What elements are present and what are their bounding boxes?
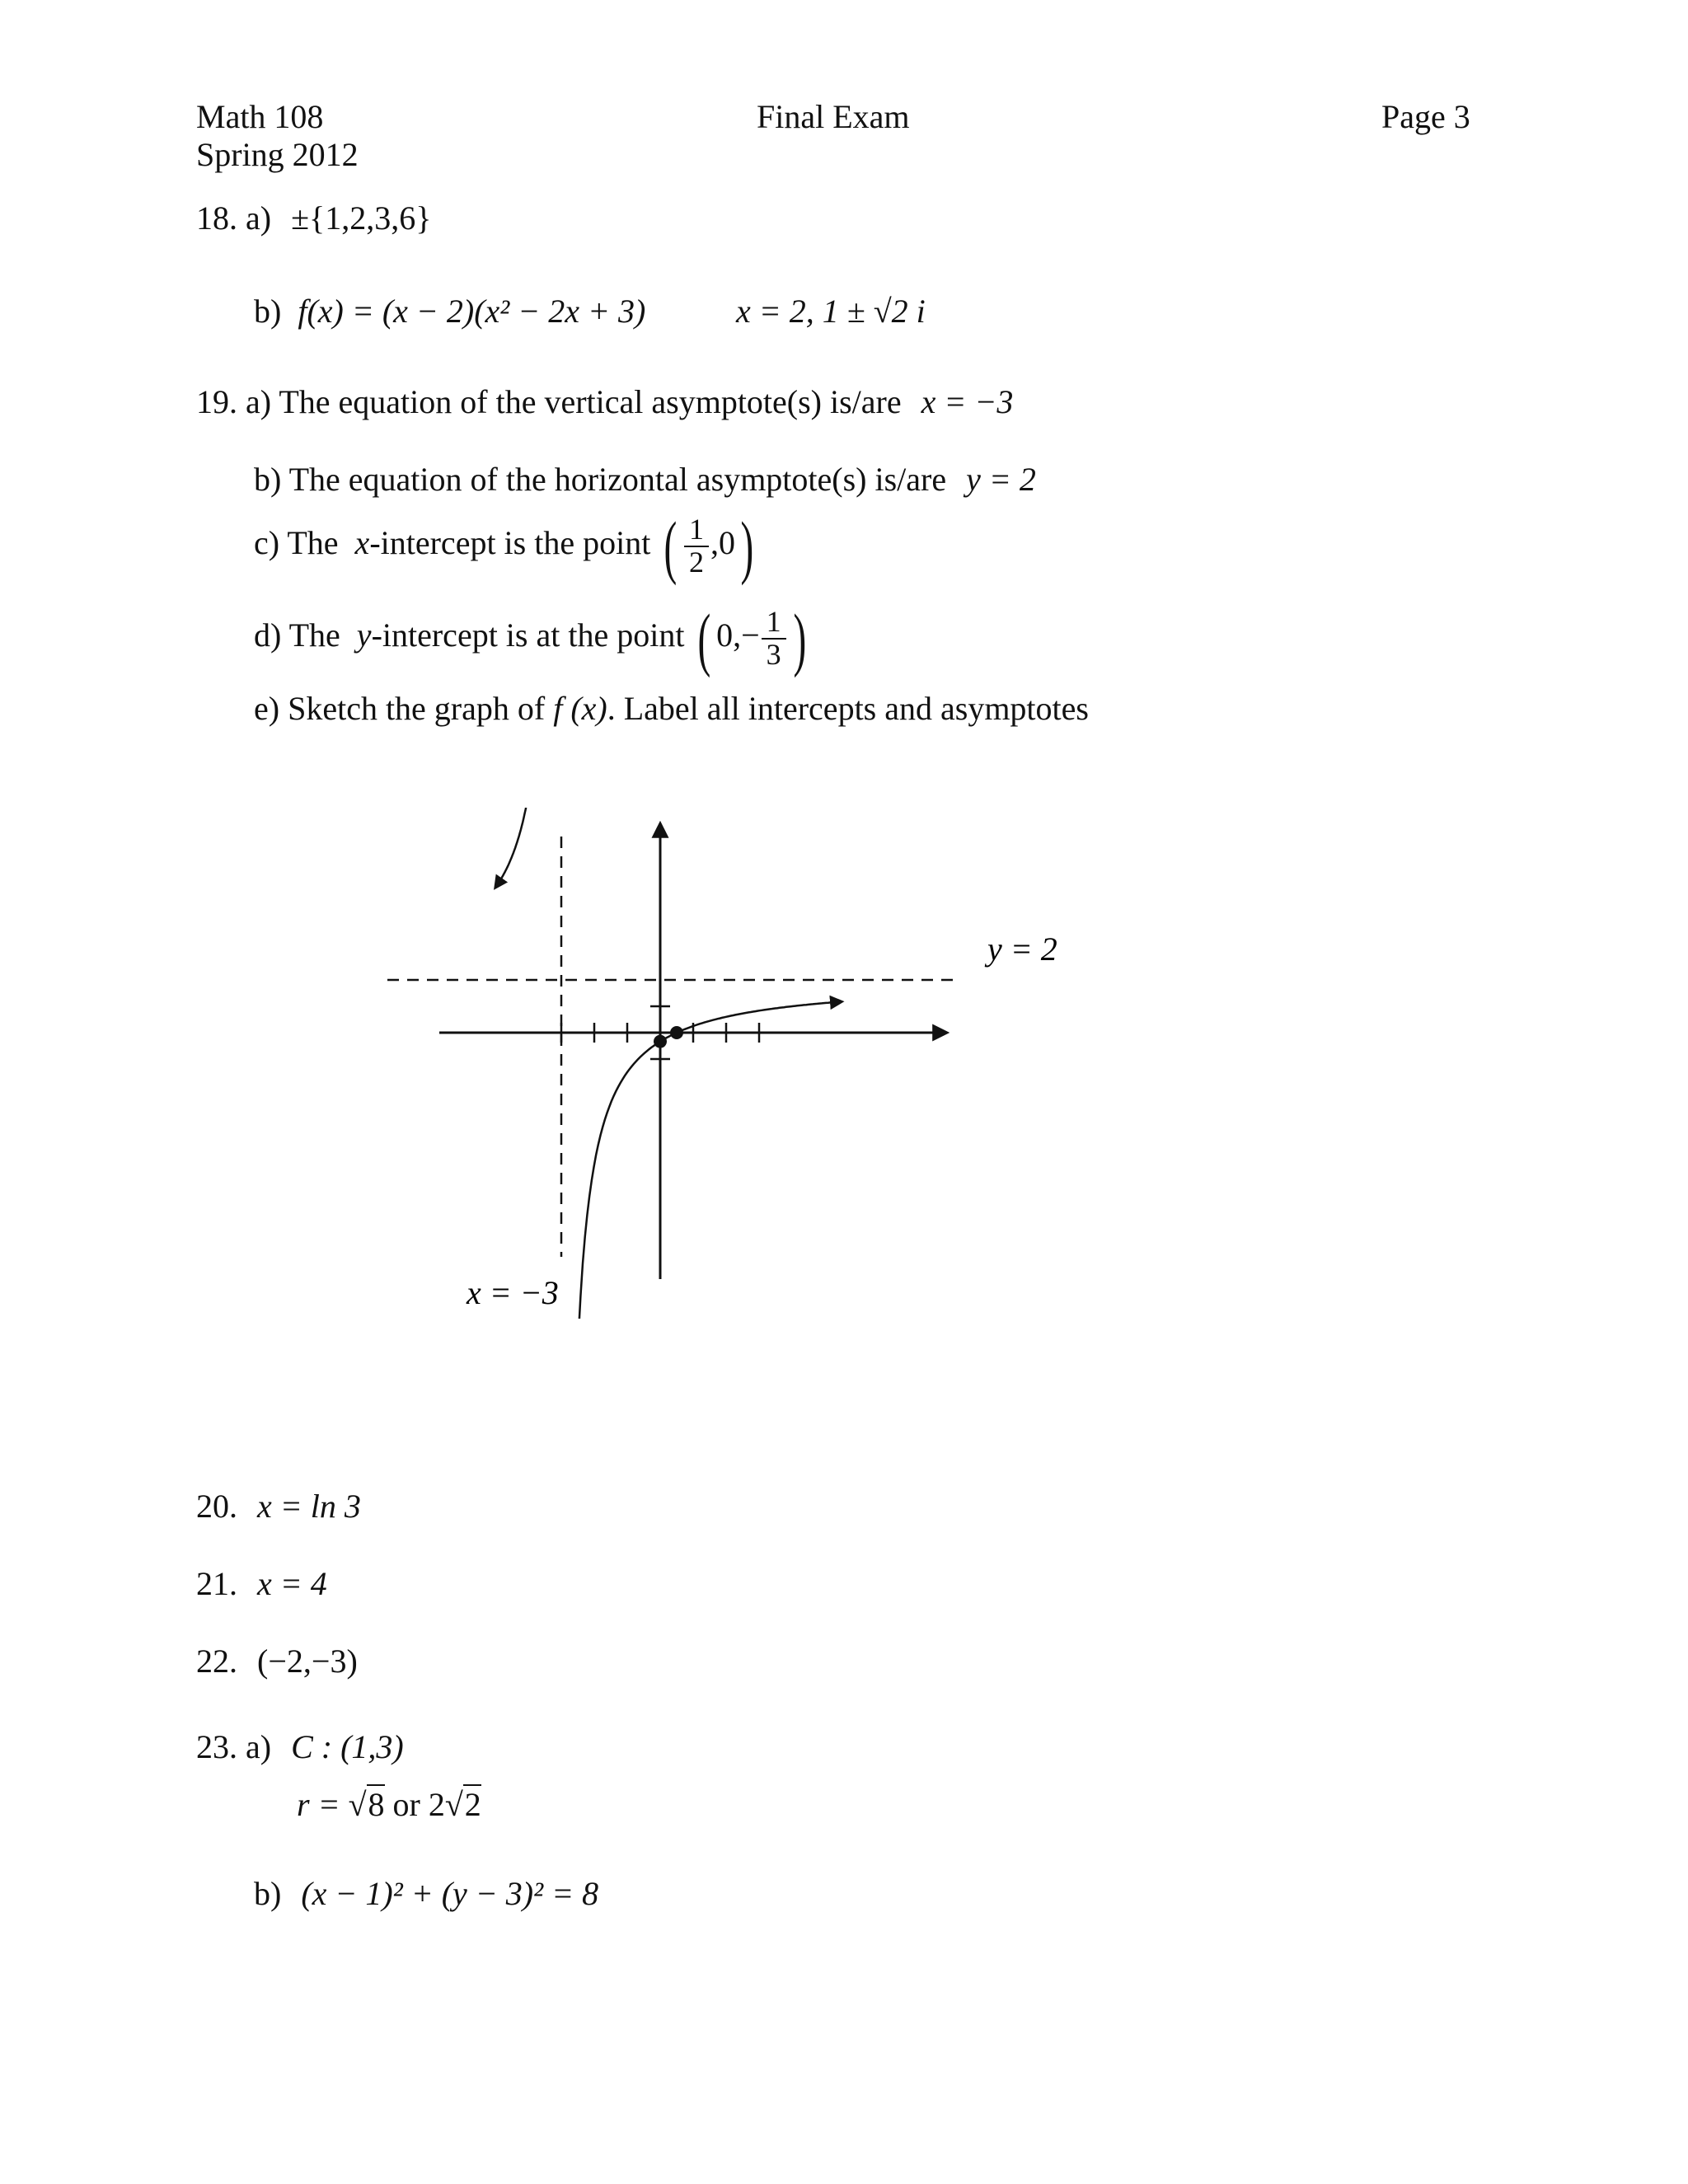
answer-21 xyxy=(196,1565,327,1602)
exam-title: Final Exam xyxy=(757,98,910,135)
answer-value: (−2,−3) xyxy=(257,1643,358,1680)
answer-20 xyxy=(196,1490,361,1523)
q19c xyxy=(254,507,759,586)
q19d-pre: d) The xyxy=(254,616,340,654)
answer-label: 21. xyxy=(196,1565,237,1602)
answer-22 xyxy=(196,1645,358,1678)
q18b-label: b) xyxy=(254,293,282,330)
q19e xyxy=(254,692,1089,725)
answer-label: 22. xyxy=(196,1643,237,1680)
q19c-second: ,0 xyxy=(710,524,735,562)
vertical-asymptote-label: x = −3 xyxy=(467,1274,559,1311)
q19c-fraction xyxy=(684,514,709,579)
curve-left-branch xyxy=(495,808,552,888)
q19e-post: . Label all intercepts and asymptotes xyxy=(607,690,1089,727)
q18b xyxy=(254,295,645,328)
right-paren: ) xyxy=(740,507,754,586)
course-name: Math 108 xyxy=(196,98,324,135)
rational-function-graph xyxy=(363,808,1104,1319)
q19c-var: x xyxy=(354,524,370,562)
q23a-center: C : (1,3) xyxy=(291,1728,404,1765)
page-number: Page 3 xyxy=(1381,98,1470,135)
sqrt-sign: √ xyxy=(444,1786,463,1823)
q19d xyxy=(254,599,811,678)
left-paren: ( xyxy=(663,507,678,586)
q23b-label: b) xyxy=(254,1875,282,1912)
q19b xyxy=(254,463,1036,496)
radius-or: or 2 xyxy=(384,1786,445,1823)
q18a-answer: ±{1,2,3,6} xyxy=(291,199,432,237)
q23a-radius xyxy=(297,1788,481,1821)
q23b-equation: (x − 1)² + (y − 3)² = 8 xyxy=(301,1875,599,1912)
q19a-text: 19. a) The equation of the vertical asymptote(s) is/are xyxy=(196,383,902,420)
answer-value: x = ln 3 xyxy=(257,1488,361,1525)
q18b-roots: x = 2, 1 ± √2 i xyxy=(736,293,926,330)
answer-label: 20. xyxy=(196,1488,237,1525)
q23a-label: 23. a) xyxy=(196,1728,272,1765)
radius-sqrt-2: 2 xyxy=(464,1786,481,1823)
y-intercept-point xyxy=(654,1035,667,1048)
q18a-label: 18. a) xyxy=(196,199,272,237)
q19e-pre: e) Sketch the graph of xyxy=(254,690,546,727)
q19e-func: f (x) xyxy=(553,690,607,727)
q19c-post: -intercept is the point xyxy=(369,524,651,562)
term: Spring 2012 xyxy=(196,136,359,173)
sqrt-sign: √ xyxy=(348,1786,367,1823)
right-paren: ) xyxy=(793,599,806,678)
horizontal-asymptote-label: y = 2 xyxy=(987,930,1057,968)
q19c-den: 2 xyxy=(688,546,704,579)
q19d-post: -intercept is at the point xyxy=(371,616,685,654)
q19b-answer: y = 2 xyxy=(966,461,1036,498)
q19a xyxy=(196,383,1014,420)
q19d-den: 3 xyxy=(766,638,781,671)
q19a-answer: x = −3 xyxy=(921,383,1014,420)
q19d-first: 0,− xyxy=(716,616,760,654)
curve-right-branch xyxy=(576,1001,842,1319)
q18b-factored: f(x) = (x − 2)(x² − 2x + 3) xyxy=(298,293,646,330)
radius-prefix: r = xyxy=(297,1786,349,1823)
q23b xyxy=(254,1877,598,1910)
x-intercept-point xyxy=(670,1026,683,1039)
q19c-num: 1 xyxy=(684,514,709,547)
q19d-num: 1 xyxy=(762,607,786,640)
answer-value: x = 4 xyxy=(257,1565,327,1602)
q19b-text: b) The equation of the horizontal asymptote(s) is/are xyxy=(254,461,947,498)
q19d-var: y xyxy=(356,616,372,654)
radius-sqrt-1: 8 xyxy=(368,1786,385,1823)
q18a xyxy=(196,199,432,237)
q19d-fraction xyxy=(762,607,786,671)
q23a xyxy=(196,1728,404,1765)
q19c-pre: c) The xyxy=(254,524,339,562)
left-paren: ( xyxy=(697,599,711,678)
